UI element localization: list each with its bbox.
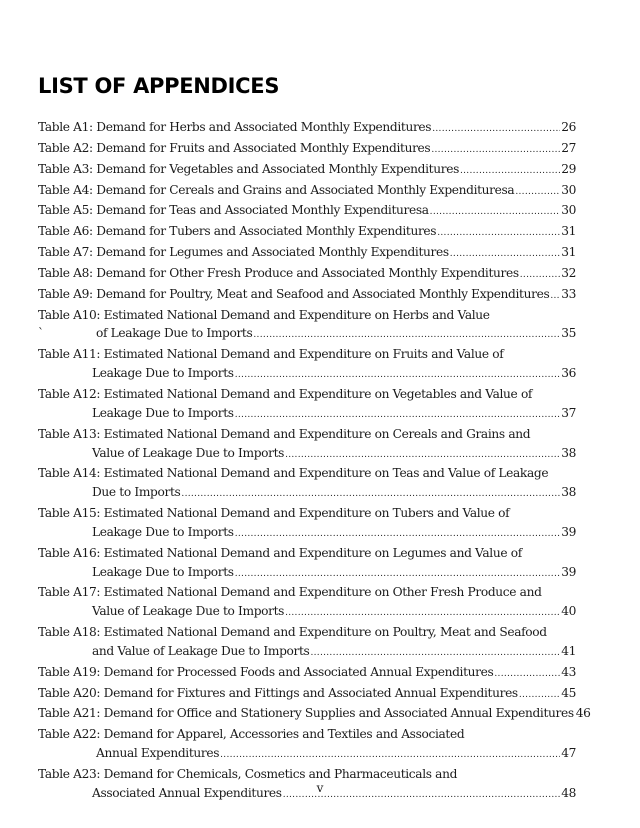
entry-page: 29: [561, 161, 576, 176]
entry-label: Table A6: Demand for Tubers and Associated Monthly Expenditures: [38, 224, 437, 239]
entry-label: Table A17: Estimated National Demand and Expenditure on Other Fresh Produce and: [38, 585, 542, 600]
entry-label: Table A15: Estimated National Demand and Expenditure on Tubers and Value of: [38, 506, 510, 521]
dot-leader: [515, 183, 560, 202]
toc-entry-a13[interactable]: [38, 425, 576, 465]
dot-leader: [235, 565, 560, 584]
entry-page: 40: [561, 604, 576, 619]
dot-leader: [450, 245, 560, 264]
entry-page: 31: [561, 224, 576, 239]
toc-entry-a22[interactable]: [38, 725, 576, 765]
entry-label-cont: Due to Imports: [92, 485, 181, 500]
dot-leader: [460, 162, 560, 181]
entry-label: Table A11: Estimated National Demand and Expenditure on Fruits and Value of: [38, 347, 504, 362]
appendix-list: [38, 118, 591, 805]
dot-leader: [235, 366, 560, 385]
toc-entry-a4[interactable]: [38, 181, 576, 202]
entry-label: Table A10: Estimated National Demand and Expenditure on Herbs and Value: [38, 307, 490, 322]
dot-leader: [432, 120, 560, 139]
entry-label: Table A16: Estimated National Demand and Expenditure on Legumes and Value of: [38, 545, 522, 560]
dot-leader: [235, 406, 560, 425]
entry-label-cont: of Leakage Due to Imports: [96, 326, 253, 341]
toc-entry-a3[interactable]: [38, 160, 576, 181]
entry-page: 43: [561, 664, 576, 679]
toc-entry-a17[interactable]: [38, 583, 576, 623]
toc-entry-a15[interactable]: [38, 504, 576, 544]
dot-leader: [220, 746, 560, 765]
entry-label: Table A1: Demand for Herbs and Associated Monthly Expenditures: [38, 120, 432, 134]
stray-mark: `: [38, 326, 44, 341]
toc-entry-a12[interactable]: [38, 385, 576, 425]
toc-entry-a1[interactable]: [38, 118, 576, 139]
entry-page: 39: [561, 524, 576, 539]
dot-leader: [520, 266, 560, 285]
toc-entry-a10[interactable]: [38, 306, 576, 346]
entry-label-cont: Value of Leakage Due to Imports: [92, 604, 285, 619]
entry-page: 26: [561, 120, 576, 134]
entry-label: Table A21: Demand for Office and Stationery Supplies and Associated Annual Expenditures: [38, 706, 574, 721]
entry-page: 36: [561, 366, 576, 381]
entry-label: Table A13: Estimated National Demand and Expenditure on Cereals and Grains and: [38, 426, 531, 441]
entry-label: Table A18: Estimated National Demand and Expenditure on Poultry, Meat and Seafood: [38, 625, 547, 640]
toc-entry-a5[interactable]: [38, 201, 576, 222]
entry-label: Table A14: Estimated National Demand and Expenditure on Teas and Value of Leakage: [38, 466, 549, 481]
toc-entry-a2[interactable]: [38, 139, 576, 160]
toc-entry-a7[interactable]: [38, 243, 576, 264]
dot-leader: [285, 604, 560, 623]
entry-label-cont: Leakage Due to Imports: [92, 405, 234, 420]
entry-page: 39: [561, 564, 576, 579]
entry-label: Table A4: Demand for Cereals and Grains and Associated Monthly Expendituresa: [38, 182, 515, 197]
dot-leader: [310, 644, 560, 663]
entry-label-cont: Value of Leakage Due to Imports: [92, 445, 285, 460]
entry-page: 32: [561, 265, 576, 280]
entry-label-cont: Leakage Due to Imports: [92, 524, 234, 539]
entry-page: 30: [561, 182, 576, 197]
dot-leader: [430, 203, 561, 222]
entry-page: 33: [561, 286, 576, 301]
toc-entry-a8[interactable]: [38, 264, 576, 285]
entry-page: 48: [561, 785, 576, 800]
entry-label: Table A20: Demand for Fixtures and Fittings and Associated Annual Expenditures: [38, 685, 518, 700]
entry-page: 30: [561, 203, 576, 218]
entry-page: 31: [561, 245, 576, 260]
entry-label: Table A3: Demand for Vegetables and Associated Monthly Expenditures: [38, 161, 459, 176]
entry-label: Table A2: Demand for Fruits and Associated Monthly Expenditures: [38, 140, 431, 155]
toc-entry-a9[interactable]: [38, 285, 576, 306]
toc-entry-a6[interactable]: [38, 222, 576, 243]
toc-entry-a11[interactable]: [38, 345, 576, 385]
entry-page: 41: [561, 643, 576, 658]
dot-leader: [550, 287, 560, 306]
entry-page: 37: [561, 405, 576, 420]
dot-leader: [519, 686, 560, 705]
toc-entry-a21[interactable]: [38, 704, 591, 725]
entry-page: 47: [561, 746, 576, 761]
entry-page: 38: [561, 445, 576, 460]
toc-entry-a16[interactable]: [38, 544, 576, 584]
entry-label: Table A9: Demand for Poultry, Meat and Seafood and Associated Monthly Expenditures: [38, 286, 550, 301]
toc-entry-a19[interactable]: [38, 663, 576, 684]
entry-page: 45: [561, 685, 576, 700]
entry-label: Table A8: Demand for Other Fresh Produce and Associated Monthly Expenditures: [38, 265, 519, 280]
entry-page: 27: [561, 140, 576, 155]
entry-label: Table A5: Demand for Teas and Associated Monthly Expendituresa: [38, 203, 429, 218]
entry-label: Table A7: Demand for Legumes and Associated Monthly Expenditures: [38, 245, 449, 260]
toc-entry-a14[interactable]: [38, 464, 576, 504]
entry-label: Table A22: Demand for Apparel, Accessories and Textiles and Associated: [38, 727, 465, 742]
entry-label-cont: Leakage Due to Imports: [92, 366, 234, 381]
dot-leader: [235, 525, 560, 544]
entry-label-cont: Annual Expenditures: [96, 746, 220, 761]
entry-label: Table A19: Demand for Processed Foods and Associated Annual Expenditures: [38, 664, 494, 679]
entry-page: 35: [561, 326, 576, 341]
page-number: v: [316, 781, 324, 795]
entry-label-cont: Associated Annual Expenditures: [92, 785, 282, 800]
entry-label-cont: Leakage Due to Imports: [92, 564, 234, 579]
entry-page: 38: [561, 485, 576, 500]
dot-leader: [253, 326, 560, 345]
page-title: LIST OF APPENDICES: [38, 74, 280, 98]
dot-leader: [181, 485, 560, 504]
toc-entry-a20[interactable]: [38, 684, 576, 705]
entry-page: 46: [575, 706, 591, 721]
toc-entry-a18[interactable]: [38, 623, 576, 663]
dot-leader: [494, 665, 560, 684]
dot-leader: [285, 446, 560, 465]
entry-label: Table A12: Estimated National Demand and Expenditure on Vegetables and Value of: [38, 386, 533, 401]
entry-label: Table A23: Demand for Chemicals, Cosmetics and Pharmaceuticals and: [38, 767, 458, 781]
dot-leader: [437, 224, 560, 243]
dot-leader: [431, 141, 560, 160]
entry-label-cont: and Value of Leakage Due to Imports: [92, 643, 310, 658]
